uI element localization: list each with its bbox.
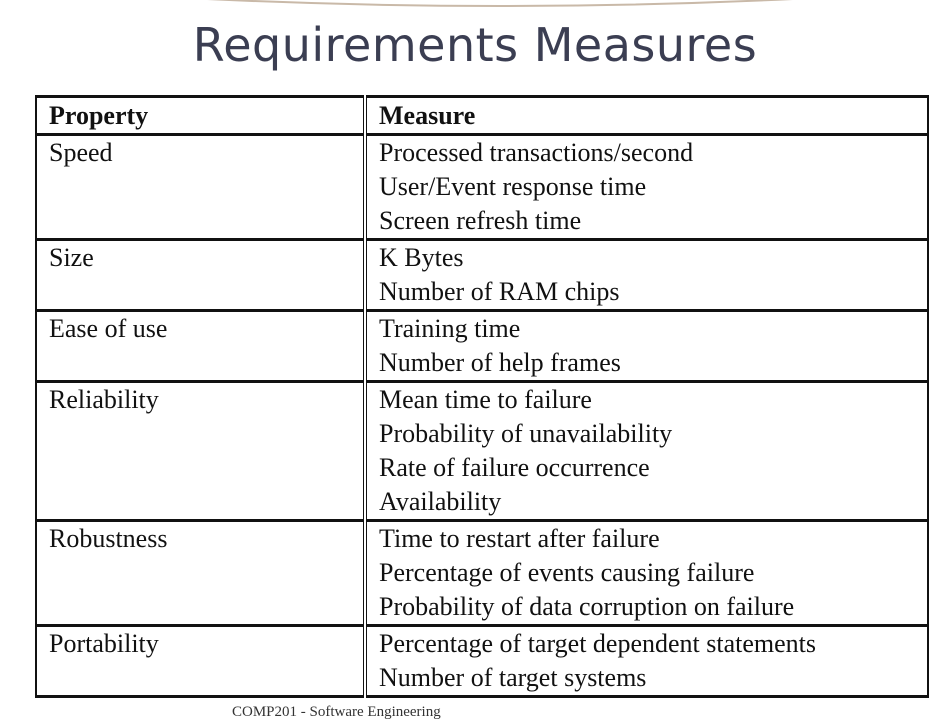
header-property: Property xyxy=(36,97,365,135)
measure-item: Screen refresh time xyxy=(379,206,582,235)
measure-item: User/Event response time xyxy=(379,172,647,201)
measure-item: Probability of unavailability xyxy=(379,419,673,448)
property-cell: Robustness xyxy=(36,521,365,626)
measure-item: Time to restart after failure xyxy=(379,524,660,553)
measure-cell xyxy=(365,521,928,626)
measure-item: Number of target systems xyxy=(379,663,647,692)
measure-item: Percentage of target dependent statements xyxy=(379,629,817,658)
measure-cell xyxy=(365,382,928,521)
measure-item: Rate of failure occurrence xyxy=(379,453,650,482)
measure-item: Number of help frames xyxy=(379,348,621,377)
measure-item: Percentage of events causing failure xyxy=(379,558,755,587)
property-cell: Reliability xyxy=(36,382,365,521)
table-row xyxy=(36,311,928,382)
measure-cell xyxy=(365,240,928,311)
measure-item: Processed transactions/second xyxy=(379,138,694,167)
slide-footer: COMP201 - Software Engineering xyxy=(232,704,441,720)
property-cell: Portability xyxy=(36,626,365,697)
measure-item: Training time xyxy=(379,314,521,343)
table-body xyxy=(36,135,928,697)
table-header-row xyxy=(36,97,928,135)
requirements-measures-table xyxy=(35,95,929,698)
measure-item: Probability of data corruption on failure xyxy=(379,592,795,621)
measure-item: Mean time to failure xyxy=(379,385,592,414)
measure-cell xyxy=(365,311,928,382)
decorative-arc xyxy=(150,0,850,12)
table-row xyxy=(36,626,928,697)
measure-item: Availability xyxy=(379,487,502,516)
slide-title: Requirements Measures xyxy=(192,18,758,72)
table-row xyxy=(36,521,928,626)
table-row xyxy=(36,382,928,521)
measure-item: Number of RAM chips xyxy=(379,277,620,306)
property-cell: Speed xyxy=(36,135,365,240)
measure-cell xyxy=(365,626,928,697)
measure-cell xyxy=(365,135,928,240)
property-cell: Size xyxy=(36,240,365,311)
header-measure: Measure xyxy=(365,97,928,135)
property-cell: Ease of use xyxy=(36,311,365,382)
table-row xyxy=(36,240,928,311)
measure-item: K Bytes xyxy=(379,243,464,272)
table-row xyxy=(36,135,928,240)
